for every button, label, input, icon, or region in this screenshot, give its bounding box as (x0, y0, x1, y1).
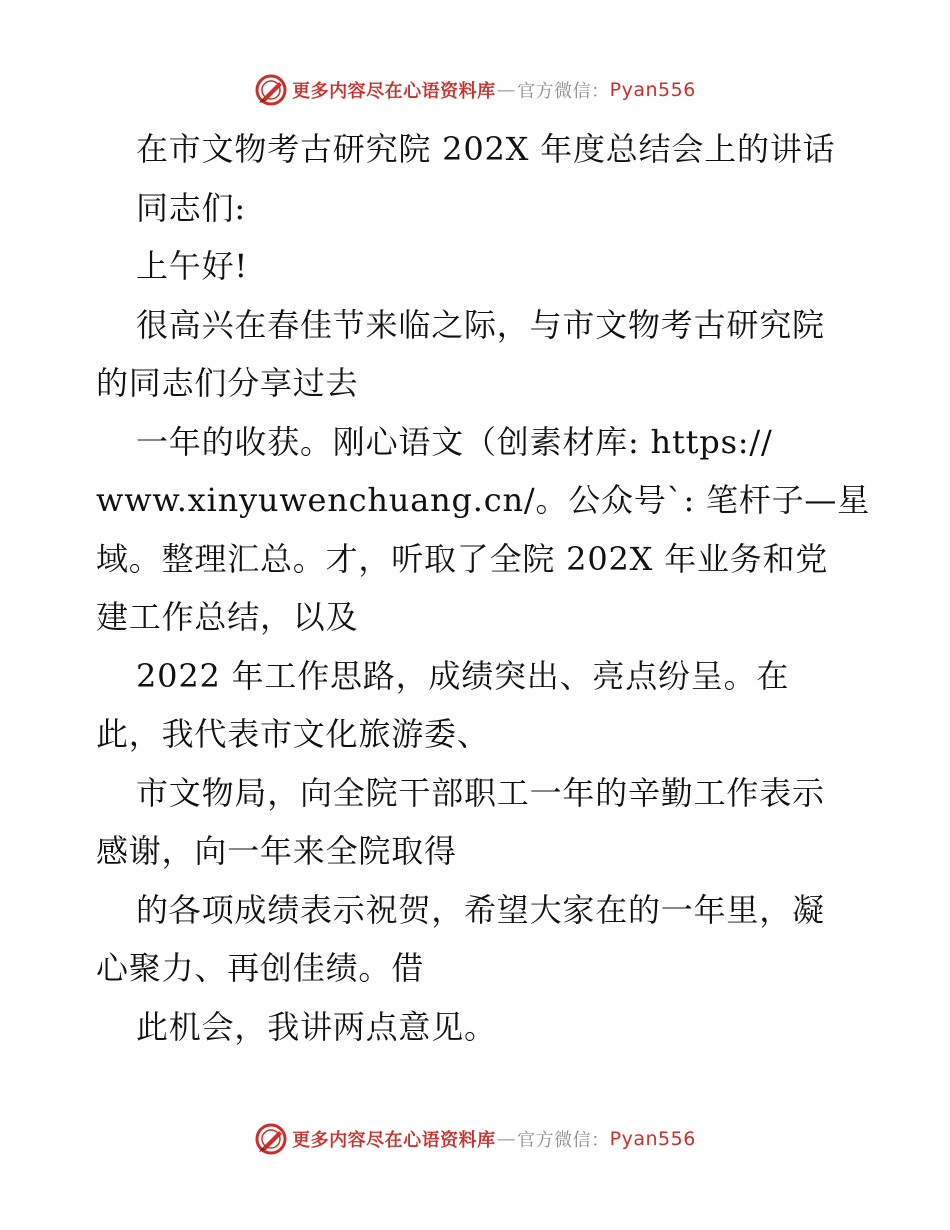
paragraph-line: www.xinyuwenchuang.cn/。公众号`: 笔杆子—星 (96, 481, 871, 519)
paragraph-line: 感谢，向一年来全院取得 (96, 832, 457, 870)
pen-logo-icon (254, 1122, 288, 1156)
watermark-wechat-id: Pyan556 (609, 79, 696, 101)
pen-logo-icon (254, 73, 288, 107)
paragraph-line: 很高兴在春佳节来临之际，与市文物考古研究院 (136, 305, 825, 344)
paragraph-line: 域。整理汇总。才，听取了全院 202X 年业务和党 (96, 539, 829, 578)
header-watermark (0, 72, 950, 108)
paragraph-line: 一年的收获。刚心语文（创素材库: https:// (136, 422, 773, 461)
paragraph-line: 的同志们分享过去 (96, 364, 359, 402)
salutation: 同志们: (136, 188, 246, 227)
watermark-dash: — (496, 1128, 517, 1150)
paragraph-line: 建工作总结，以及 (96, 598, 359, 636)
footer-watermark (0, 1121, 950, 1157)
watermark-wechat-id: Pyan556 (609, 1128, 696, 1150)
document-title: 在市文物考古研究院 202X 年度总结会上的讲话 (136, 130, 836, 168)
watermark-text: 更多内容尽在心语资料库 (292, 81, 496, 102)
watermark-dash: — (496, 79, 517, 101)
paragraph-line: 此机会，我讲两点意见。 (136, 1007, 497, 1046)
document-body (96, 120, 871, 1056)
watermark-official-label: 官方微信： (517, 1130, 610, 1151)
paragraph-line: 的各项成绩表示祝贺，希望大家在的一年里，凝 (136, 890, 825, 929)
paragraph-line: 此，我代表市文化旅游委、 (96, 715, 490, 753)
paragraph-line: 市文物局，向全院干部职工一年的辛勤工作表示 (136, 773, 825, 812)
watermark-official-label: 官方微信： (517, 81, 610, 102)
paragraph-line: 心聚力、再创佳绩。借 (96, 949, 425, 987)
greeting: 上午好! (136, 247, 249, 285)
watermark-text: 更多内容尽在心语资料库 (292, 1130, 496, 1151)
paragraph-line: 2022 年工作思路，成绩突出、亮点纷呈。在 (136, 656, 790, 695)
